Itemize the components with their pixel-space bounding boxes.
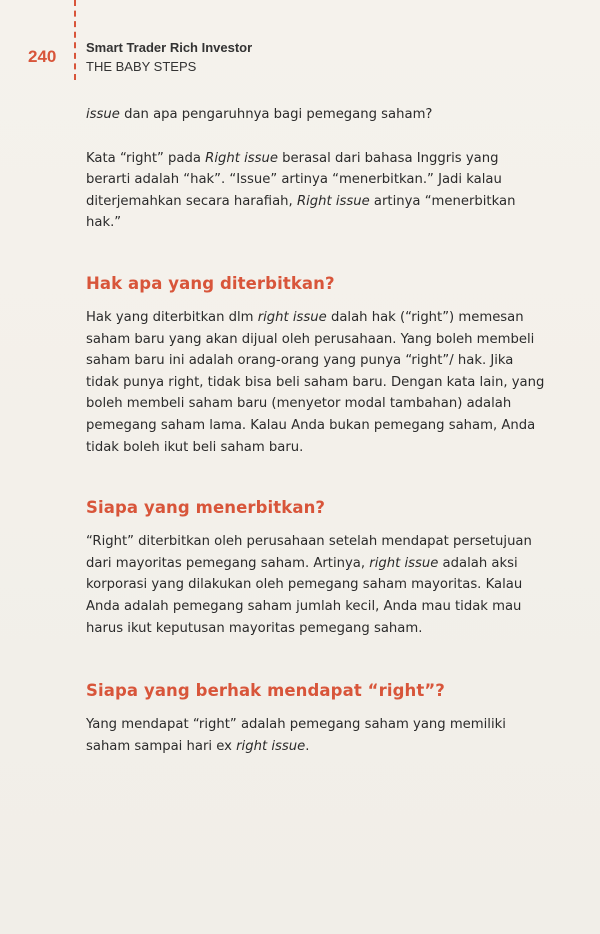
- section-heading-1: Hak apa yang diterbitkan?: [86, 273, 335, 293]
- intro-paragraph-2: [86, 148, 546, 234]
- section-3-paragraph: [86, 714, 546, 757]
- chapter-title: THE BABY STEPS: [86, 59, 197, 74]
- italic-term: right issue: [257, 309, 327, 325]
- page-number: 240: [28, 47, 57, 66]
- italic-term: right issue: [369, 555, 439, 571]
- header-divider: [74, 0, 76, 80]
- italic-term: right issue: [236, 738, 306, 754]
- text-run: Kata “right” pada: [86, 150, 206, 166]
- text-run: “Right” diterbitkan oleh perusahaan setelah mendapat persetujuan dari mayoritas pemegang saham. Artinya,: [86, 534, 532, 571]
- section-2-paragraph: [86, 531, 546, 639]
- text-run: adalah aksi korporasi yang dilakukan oleh pemegang saham mayoritas. Kalau Anda adalah pemegang saham jumlah kecil, Anda mau tidak mau harus ikut keputusan mayoritas pemegang saham.: [86, 555, 523, 636]
- section-1-paragraph: [86, 307, 546, 458]
- text-run: artinya “menerbitkan hak.”: [86, 193, 516, 231]
- text-run: Hak yang diterbitkan dlm: [86, 309, 258, 325]
- italic-term: Right issue: [296, 193, 370, 209]
- text-run: Yang mendapat “right” adalah pemegang saham yang memiliki saham sampai hari ex: [86, 717, 506, 754]
- book-title: Smart Trader Rich Investor: [86, 40, 253, 55]
- italic-term: Right issue: [205, 150, 278, 166]
- page-content: [86, 104, 546, 757]
- text-run: dalah hak (“right”) memesan saham baru yang akan dijual oleh perusahaan. Yang boleh membeli saham baru ini adalah orang-orang yang punya “right”/ hak. Jika tidak punya right, tidak bisa beli saham baru. Dengan kata lain, yang boleh membeli saham baru (menyetor modal tambahan) adalah pemegang saham lama. Kalau Anda bukan pemegang saham, Anda tidak boleh ikut beli saham baru.: [86, 309, 545, 455]
- section-heading-2: Siapa yang menerbitkan?: [86, 498, 326, 518]
- text-run: .: [305, 738, 310, 754]
- text-run: berasal dari bahasa Inggris yang berarti adalah “hak”. “Issue” artinya “menerbitkan.” Jadi kalau diterjemahkan secara harafiah,: [86, 150, 502, 209]
- intro-paragraph-1: [86, 104, 546, 126]
- italic-term: issue: [86, 107, 120, 122]
- text-run: dan apa pengaruhnya bagi pemegang saham?: [119, 107, 433, 122]
- section-heading-3: Siapa yang berhak mendapat “right”?: [86, 681, 445, 701]
